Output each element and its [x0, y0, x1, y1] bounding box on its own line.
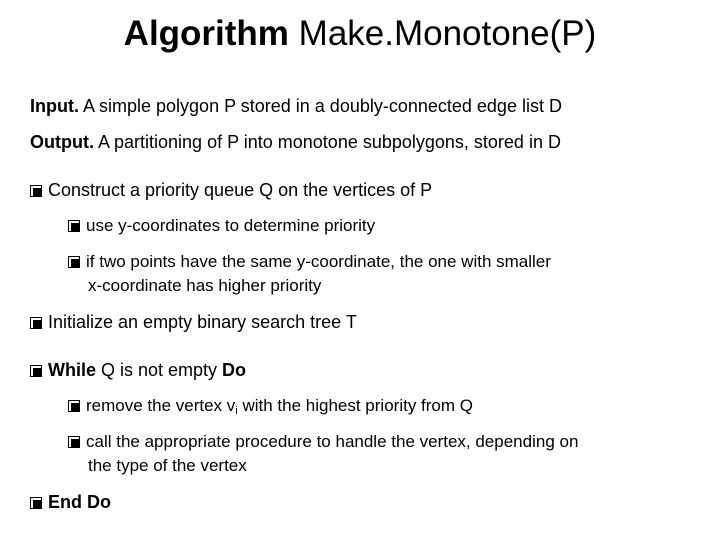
checkbox-bullet-icon: [68, 400, 80, 412]
do-keyword: Do: [222, 360, 247, 380]
step-while: [30, 358, 246, 382]
substep-call-text-1: call the appropriate procedure to handle the vertex, depending on: [86, 432, 579, 451]
title-name: Make.Monotone(P): [288, 14, 597, 53]
substep-tie-text-1: if two points have the same y-coordinate, the one with smaller: [86, 252, 551, 271]
checkbox-bullet-icon: [30, 185, 42, 197]
while-keyword: While: [48, 360, 96, 380]
algorithm-title: [0, 12, 720, 56]
checkbox-bullet-icon: [30, 365, 42, 377]
vertex-subscript: i: [235, 405, 238, 417]
substep-call-text-2: the type of the vertex: [88, 456, 247, 475]
input-text: A simple polygon P stored in a doubly-connected edge list D: [78, 96, 562, 116]
substep-tie: [68, 250, 551, 274]
substep-call-continuation: [88, 454, 247, 478]
substep-ycoords: [68, 214, 375, 238]
substep-remove: [68, 394, 473, 423]
step-end-do: [30, 490, 111, 514]
substep-tie-continuation: [88, 274, 321, 298]
substep-remove-text-2: with the highest priority from Q: [237, 396, 473, 415]
checkbox-bullet-icon: [68, 256, 80, 268]
output-text: A partitioning of P into monotone subpolygons, stored in D: [93, 132, 561, 152]
step-init: [30, 310, 357, 334]
checkbox-bullet-icon: [68, 220, 80, 232]
checkbox-bullet-icon: [30, 497, 42, 509]
checkbox-bullet-icon: [68, 436, 80, 448]
title-keyword: Algorithm: [123, 14, 289, 53]
input-label: Input.: [30, 96, 79, 116]
end-do-keyword: End Do: [48, 492, 111, 512]
while-condition: Q is not empty: [96, 360, 223, 380]
substep-ycoords-text: use y-coordinates to determine priority: [86, 216, 376, 235]
output-line: [30, 130, 561, 154]
step-construct-text: Construct a priority queue Q on the vertices of P: [48, 180, 433, 200]
checkbox-bullet-icon: [30, 317, 42, 329]
step-init-text: Initialize an empty binary search tree T: [48, 312, 357, 332]
substep-call: [68, 430, 578, 454]
output-label: Output.: [30, 132, 94, 152]
substep-tie-text-2: x-coordinate has higher priority: [88, 276, 322, 295]
step-construct: [30, 178, 432, 202]
input-line: [30, 94, 562, 118]
substep-remove-text: remove the vertex v: [86, 396, 236, 415]
